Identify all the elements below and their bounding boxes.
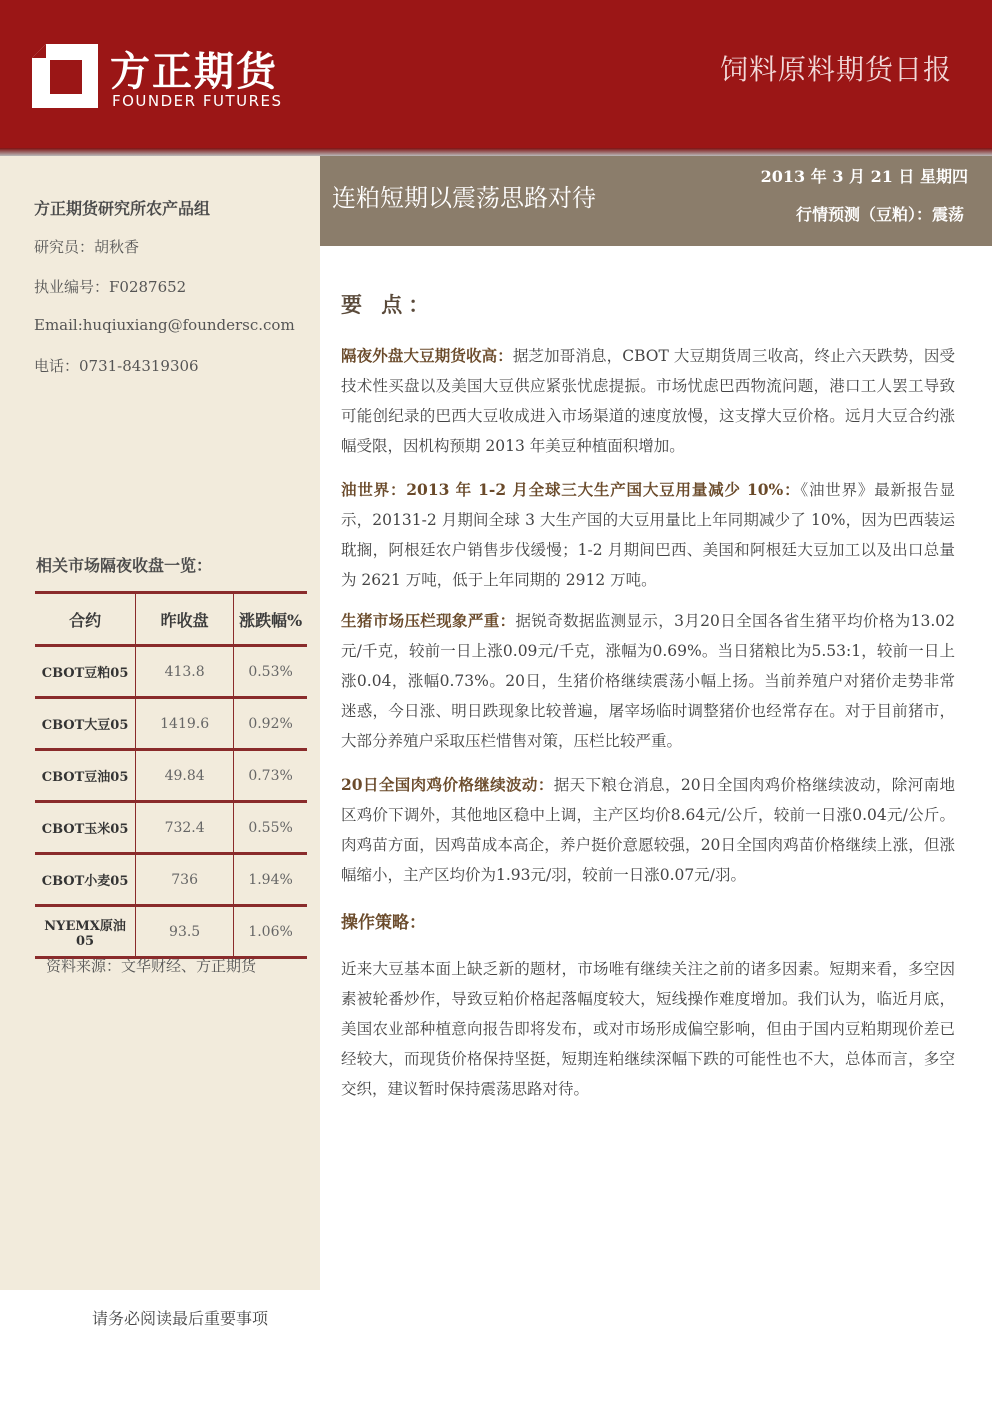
contract-cell: CBOT小麦05 xyxy=(35,854,136,906)
market-forecast: 行情预测（豆粕）：震荡 xyxy=(795,205,964,224)
title-bar xyxy=(320,156,992,246)
change-cell: 0.73% xyxy=(234,750,307,802)
close-cell: 93.5 xyxy=(136,906,234,958)
contract-cell: CBOT豆粕05 xyxy=(35,646,136,698)
paragraph-cbot-soybean xyxy=(341,341,955,461)
change-cell: 0.53% xyxy=(234,646,307,698)
research-group: 方正期货研究所农产品组 xyxy=(34,199,211,218)
logo-english-name: FOUNDER FUTURES xyxy=(112,92,283,110)
strategy-paragraph: 近来大豆基本面上缺乏新的题材，市场唯有继续关注之前的诸多因素。短期来看，多空因素被轮番炒作，导致豆粕价格起落幅度较大，短线操作难度增加。我们认为，临近月底，美国农业部种植意向报告即将发布，或对市场形成偏空影响，但由于国内豆粕期现价差已经较大，而现货价格保持坚挺，短期连粕继续深幅下跌的可能性也不大，总体而言，多空交织，建议暂时保持震荡思路对待。 xyxy=(341,960,955,1098)
report-title: 饲料原料期货日报 xyxy=(719,53,952,86)
paragraph-body: 据锐奇数据监测显示，3月20日全国各省生猪平均价格为13.02元/千克，较前一日上涨0.09元/千克，涨幅为0.69%。当日猪粮比为5.53:1，较前一日上涨0.04，涨幅0.73%。20日，生猪价格继续震荡小幅上扬。当前养殖户对猪价走势非常迷惑，今日涨、明日跌现象比较普遍，屠宰场临时调整猪价也经常存在。对于目前猪市，大部分养殖户采取压栏惜售对策，压栏比较严重。 xyxy=(341,612,955,750)
table-row xyxy=(35,698,307,750)
page-header xyxy=(0,0,992,148)
founder-logo-icon xyxy=(32,44,98,108)
strategy-heading: 操作策略： xyxy=(341,913,426,933)
paragraph-body: 《油世界》最新报告显示，20131-2 月期间全球 3 大生产国的大豆用量比上年同期减少了 10%，因为巴西装运耽搁，阿根廷农户销售步伐缓慢；1-2 月期间巴西、美国和阿根廷大豆加工以及出口总量为 2621 万吨，低于上年同期的 2912 万吨。 xyxy=(341,481,955,589)
contract-cell: CBOT豆油05 xyxy=(35,750,136,802)
paragraph-broiler-price xyxy=(341,770,955,890)
header-change: 涨跌幅% xyxy=(234,593,307,646)
table-row xyxy=(35,646,307,698)
report-date: 2013 年 3 月 21 日 星期四 xyxy=(760,167,968,186)
market-table xyxy=(35,591,307,959)
contract-cell: CBOT大豆05 xyxy=(35,698,136,750)
close-cell: 732.4 xyxy=(136,802,234,854)
paragraph-lead: 油世界：2013 年 1-2 月全球三大生产国大豆用量减少 10%： xyxy=(341,480,801,499)
change-cell: 0.55% xyxy=(234,802,307,854)
change-cell: 1.06% xyxy=(234,906,307,958)
paragraph-lead: 20日全国肉鸡价格继续波动： xyxy=(341,775,554,794)
table-row xyxy=(35,802,307,854)
contract-cell: NYEMX原油05 xyxy=(35,906,136,958)
close-cell: 49.84 xyxy=(136,750,234,802)
table-header-row xyxy=(35,593,307,646)
paragraph-hog-market xyxy=(341,606,955,756)
paragraph-body: 据芝加哥消息，CBOT 大豆期货周三收高，终止六天跌势，因受技术性买盘以及美国大豆供应紧张忧虑提振。市场忧虑巴西物流问题，港口工人罢工导致可能创纪录的巴西大豆收成进入市场渠道的速度放慢，这支撑大豆价格。远月大豆合约涨幅受限，因机构预期 2013 年美豆种植面积增加。 xyxy=(341,347,955,455)
market-table-heading: 相关市场隔夜收盘一览： xyxy=(36,556,213,575)
header-contract: 合约 xyxy=(35,593,136,646)
main-title: 连粕短期以震荡思路对待 xyxy=(332,184,596,212)
data-source: 资料来源：文华财经、方正期货 xyxy=(46,957,257,975)
paragraph-oil-world xyxy=(341,475,955,595)
disclaimer-notice: 请务必阅读最后重要事项 xyxy=(92,1309,269,1328)
researcher-name: 研究员：胡秋香 xyxy=(34,238,140,256)
close-cell: 1419.6 xyxy=(136,698,234,750)
license-number: 执业编号：F0287652 xyxy=(34,278,187,296)
table-row xyxy=(35,906,307,958)
logo-chinese-name: 方正期货 xyxy=(110,49,278,95)
close-cell: 736 xyxy=(136,854,234,906)
header-divider xyxy=(0,148,992,156)
change-cell: 0.92% xyxy=(234,698,307,750)
paragraph-lead: 隔夜外盘大豆期货收高： xyxy=(341,346,513,365)
table-row xyxy=(35,750,307,802)
paragraph-lead: 生猪市场压栏现象严重： xyxy=(341,611,516,630)
close-cell: 413.8 xyxy=(136,646,234,698)
change-cell: 1.94% xyxy=(234,854,307,906)
contract-cell: CBOT玉米05 xyxy=(35,802,136,854)
keypoints-heading: 要 点： xyxy=(341,292,436,317)
phone-number: 电话：0731-84319306 xyxy=(34,357,199,375)
email-link[interactable]: Email:huqiuxiang@foundersc.com xyxy=(34,316,295,334)
header-close: 昨收盘 xyxy=(136,593,234,646)
table-row xyxy=(35,854,307,906)
paragraph-body: 据天下粮仓消息，20日全国肉鸡价格继续波动，除河南地区鸡价下调外，其他地区稳中上调，主产区均价8.64元/公斤，较前一日涨0.04元/公斤。肉鸡苗方面，因鸡苗成本高企，养户挺价意愿较强，20日全国肉鸡苗价格继续上涨，但涨幅缩小，主产区均价为1.93元/羽，较前一日涨0.07元/羽。 xyxy=(341,776,955,884)
